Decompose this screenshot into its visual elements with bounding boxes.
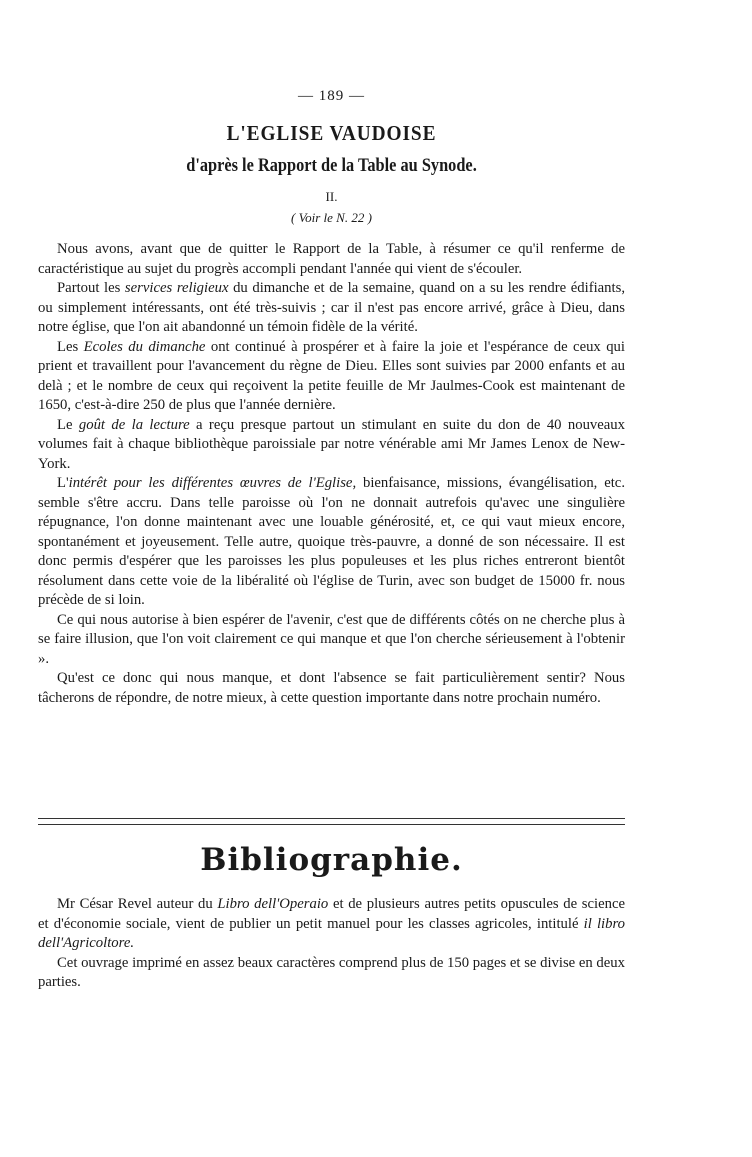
article-subtitle: d'après le Rapport de la Table au Synode.: [186, 155, 477, 176]
page-number: — 189 —: [298, 88, 365, 104]
reference-note: ( Voir le N. 22 ): [291, 210, 372, 225]
part-number: II.: [325, 189, 338, 204]
paragraph: Partout les services religieux du dimanche et de la semaine, quand on a su les rendre édifiants, ou simplement intéressants, ont été très-suivis ; car il n'est pas encore arrivé, grâce à Dieu, dans notre église, que l'on ait abandonné un témoin fidèle de la vérité.: [38, 280, 625, 335]
article-title: L'EGLISE VAUDOISE: [226, 121, 437, 145]
section-divider: [38, 818, 625, 825]
paragraph: Nous avons, avant que de quitter le Rapport de la Table, à résumer ce qu'il renferme de caractéristique au sujet du progrès accompli pendant l'année qui vient de s'écouler.: [38, 241, 625, 277]
paragraph: Mr César Revel auteur du Libro dell'Operaio et de plusieurs autres petits opuscules de science et d'économie sociale, vient de publier un petit manuel pour les classes agricoles, intitulé il libro dell'Agricoltore.: [38, 896, 625, 952]
bibliography-body: [38, 895, 625, 993]
paragraph: L'intérêt pour les différentes œuvres de l'Eglise, bienfaisance, missions, évangélisation, etc. semble s'être accru. Dans telle paroisse où l'on ne donnait autrefois qu'avec une singulière répugnance, l'on donne maintenant avec une louable générosité, et, ce qui vaut mieux encore, spontanément et joyeusement. Telle autre, quoique très-pauvre, a donné de son nécessaire. Il est donc permis d'espérer que les paroisses les plus populeuses et les plus riches entreront bientôt résolument dans cette voie de la libéralité où l'église de Turin, avec son budget de 15000 fr. nous précède de si loin.: [38, 475, 625, 608]
paragraph: Ce qui nous autorise à bien espérer de l'avenir, c'est que de différents côtés on ne cherche plus à se faire illusion, que l'on voit clairement ce qui manque et que l'on cherche sérieusement à l'obtenir ».: [38, 611, 625, 667]
bibliography-heading: Bibliographie.: [200, 842, 463, 878]
article-body: [38, 240, 625, 708]
paragraph: Le goût de la lecture a reçu presque partout un stimulant en suite du don de 40 nouveaux volumes fait à chaque bibliothèque paroissiale par notre vénérable ami Mr James Lenox de New-York.: [38, 416, 625, 472]
paragraph: Qu'est ce donc qui nous manque, et dont l'absence se fait particulièrement sentir? Nous tâcherons de répondre, de notre mieux, à cette question importante dans notre prochain numéro.: [38, 670, 625, 706]
paragraph: Cet ouvrage imprimé en assez beaux caractères comprend plus de 150 pages et se divise en deux parties.: [38, 954, 625, 991]
paragraph: Les Ecoles du dimanche ont continué à prospérer et à faire la joie et l'espérance de ceux qui prient et travaillent pour l'avancement du règne de Dieu. Elles sont suivies par 2000 enfants et au delà ; et le nombre de ceux qui reçoivent la petite feuille de Mr Jaulmes-Cook est maintenant de 1650, c'est-à-dire 250 de plus que l'année dernière.: [38, 338, 625, 413]
